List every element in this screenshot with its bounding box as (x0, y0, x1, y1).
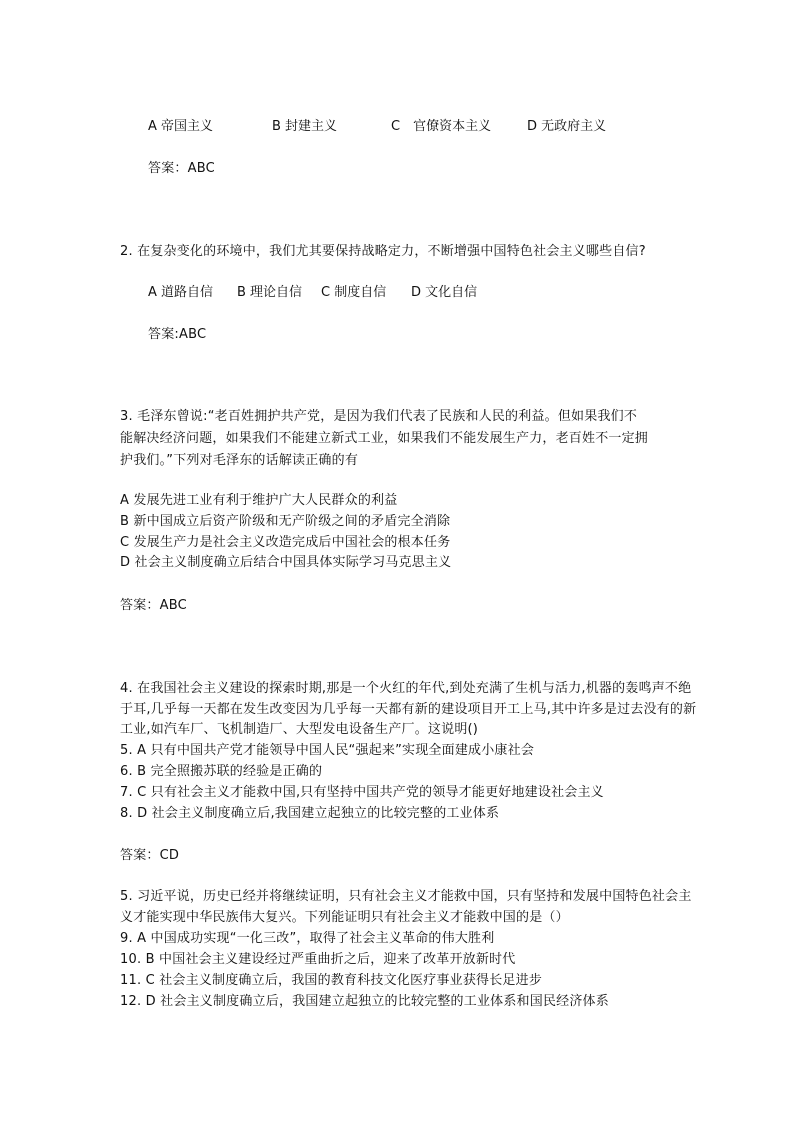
q2-question: 2. 在复杂变化的环境中，我们尤其要保持战略定力，不断增强中国特色社会主义哪些自信? (120, 244, 646, 259)
q5-option-c: 11. C 社会主义制度确立后，我国的教育科技文化医疗事业获得长足进步 (120, 973, 543, 988)
q1-option-b: B 封建主义 (272, 119, 338, 134)
q4-answer: 答案：CD (120, 848, 180, 863)
q4-option-a: 5. A 只有中国共产党才能领导中国人民“强起来”实现全面建成小康社会 (120, 743, 535, 758)
q5-option-d: 12. D 社会主义制度确立后，我国建立起独立的比较完整的工业体系和国民经济体系 (120, 994, 609, 1009)
q3-option-a: A 发展先进工业有利于维护广大人民群众的利益 (120, 493, 398, 508)
q1-answer: 答案：ABC (148, 161, 215, 176)
q5-option-a: 9. A 中国成功实现“一化三改”，取得了社会主义革命的伟大胜利 (120, 931, 495, 946)
q3-answer: 答案：ABC (120, 598, 187, 613)
q3-question-line-1: 3. 毛泽东曾说:“老百姓拥护共产党，是因为我们代表了民族和人民的利益。但如果我们不 (120, 409, 638, 424)
q4-option-b: 6. B 完全照搬苏联的经验是正确的 (120, 764, 323, 779)
q3-question-line-3: 护我们。”下列对毛泽东的话解读正确的有 (120, 453, 359, 468)
q2-answer: 答案:ABC (148, 327, 207, 342)
q4-option-d: 8. D 社会主义制度确立后,我国建立起独立的比较完整的工业体系 (120, 806, 500, 821)
q4-question-line-3: 工业,如汽车厂、飞机制造厂、大型发电设备生产厂。这说明() (120, 722, 479, 737)
q3-option-d: D 社会主义制度确立后结合中国具体实际学习马克思主义 (120, 555, 452, 570)
q2-option-a: A 道路自信 (148, 285, 214, 300)
q2-option-c: C 制度自信 (321, 285, 387, 300)
q4-option-c: 7. C 只有社会主义才能救中国,只有坚持中国共产党的领导才能更好地建设社会主义 (120, 785, 604, 800)
q3-option-b: B 新中国成立后资产阶级和无产阶级之间的矛盾完全消除 (120, 514, 451, 529)
q5-option-b: 10. B 中国社会主义建设经过严重曲折之后，迎来了改革开放新时代 (120, 952, 516, 967)
q3-option-c: C 发展生产力是社会主义改造完成后中国社会的根本任务 (120, 535, 451, 550)
q1-option-a: A 帝国主义 (148, 119, 214, 134)
q4-question-line-2: 于耳,几乎每一天都在发生改变因为几乎每一天都有新的建设项目开工上马,其中许多是过去没有的新 (120, 702, 697, 717)
q5-question-line-2: 义才能实现中华民族伟大复兴。下列能证明只有社会主义才能救中国的是（） (120, 910, 569, 925)
q4-question-line-1: 4. 在我国社会主义建设的探索时期,那是一个火红的年代,到处充满了生机与活力,机器的轰鸣声不绝 (120, 681, 692, 696)
q2-option-b: B 理论自信 (237, 285, 303, 300)
q1-option-d: D 无政府主义 (527, 119, 607, 134)
q2-option-d: D 文化自信 (411, 285, 478, 300)
q1-option-c: C 官僚资本主义 (391, 119, 492, 134)
q5-question-line-1: 5. 习近平说，历史已经并将继续证明，只有社会主义才能救中国，只有坚持和发展中国特色社会主 (120, 889, 692, 904)
q3-question-line-2: 能解决经济问题，如果我们不能建立新式工业，如果我们不能发展生产力，老百姓不一定拥 (120, 431, 649, 446)
